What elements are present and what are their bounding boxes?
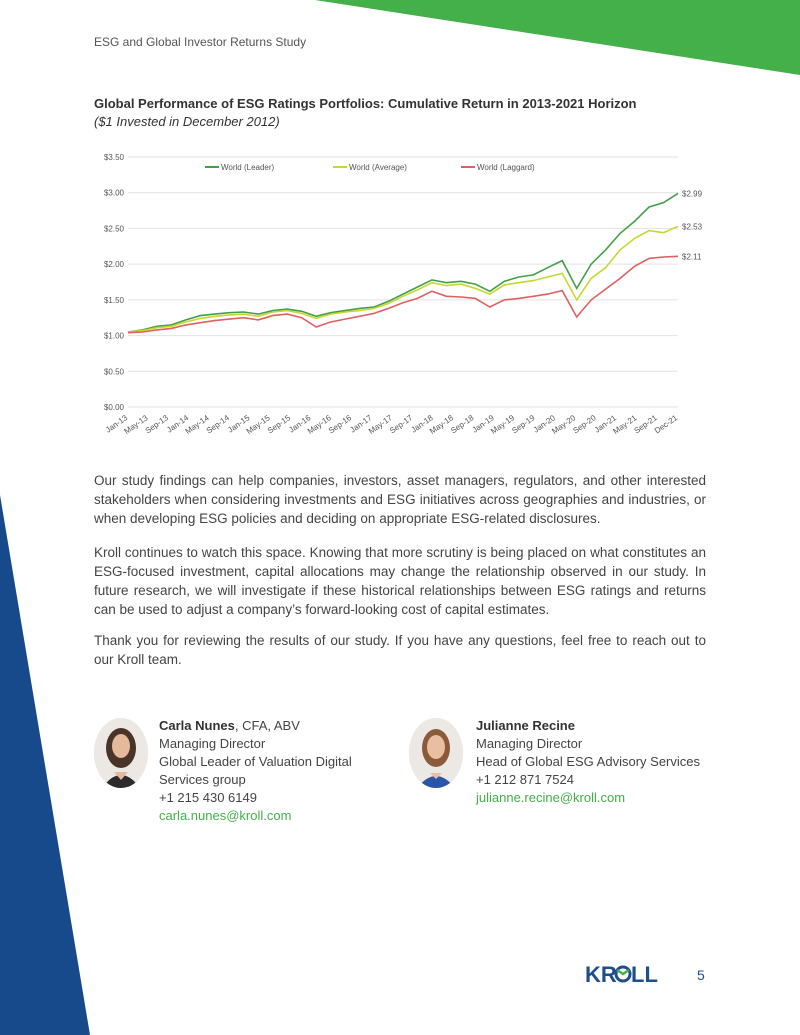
series-line xyxy=(128,193,678,332)
contact-name: Carla Nunes xyxy=(159,718,235,733)
contact-email-link[interactable]: carla.nunes@kroll.com xyxy=(159,808,292,823)
contact-phone: +1 215 430 6149 xyxy=(159,790,257,805)
portrait-icon xyxy=(409,718,463,788)
end-value-label: $2.53 xyxy=(682,222,703,232)
x-tick-label: Jan-19 xyxy=(470,413,496,435)
legend-label: World (Leader) xyxy=(221,163,275,172)
paragraph-thank-you: Thank you for reviewing the results of our study. If you have any questions, feel free to reach out to our Kroll team. xyxy=(94,633,706,667)
y-tick-label: $2.00 xyxy=(103,260,124,270)
chart-subtitle: ($1 Invested in December 2012) xyxy=(94,114,280,129)
x-tick-label: Sep-13 xyxy=(143,413,170,436)
contact-julianne-recine xyxy=(476,717,700,807)
y-tick-label: $3.50 xyxy=(103,153,124,162)
avatar-carla-nunes xyxy=(94,718,148,788)
cumulative-return-chart xyxy=(90,145,710,445)
x-tick-label: May-20 xyxy=(550,413,578,436)
x-tick-label: Dec-21 xyxy=(652,413,680,436)
x-tick-label: May-21 xyxy=(611,413,639,436)
x-tick-label: May-14 xyxy=(183,413,211,436)
x-tick-label: Sep-14 xyxy=(204,413,231,436)
contact-title: Managing Director xyxy=(159,736,266,751)
x-tick-label: Sep-18 xyxy=(449,413,476,436)
x-tick-label: Jan-15 xyxy=(226,413,252,435)
series-line xyxy=(128,226,678,332)
page-number: 5 xyxy=(697,967,705,983)
svg-text:KR: KR xyxy=(585,962,617,986)
portrait-icon xyxy=(94,718,148,788)
x-tick-label: Sep-15 xyxy=(265,413,293,436)
x-tick-label: May-18 xyxy=(428,413,456,436)
x-tick-label: Jan-13 xyxy=(103,413,130,435)
paragraph-findings: Our study findings can help companies, investors, asset managers, regulators, and other interested stakeholders when considering investments and ESG initiatives across geographies and industries, or when developing ESG policies and deciding on appropriate ESG-related disclosures. xyxy=(94,473,706,526)
document-header: ESG and Global Investor Returns Study xyxy=(94,35,307,49)
avatar-julianne-recine xyxy=(409,718,463,788)
contact-role: Head of Global ESG Advisory Services xyxy=(476,754,700,769)
x-tick-label: Jan-17 xyxy=(348,413,374,435)
x-tick-label: Sep-20 xyxy=(571,413,598,436)
contact-carla-nunes xyxy=(159,717,352,825)
legend-label: World (Average) xyxy=(349,163,407,172)
x-tick-label: Jan-21 xyxy=(592,413,619,435)
x-tick-label: May-16 xyxy=(305,413,333,436)
contact-name: Julianne Recine xyxy=(476,718,575,733)
x-tick-label: Jan-20 xyxy=(531,413,557,435)
y-tick-label: $3.00 xyxy=(103,188,124,198)
x-tick-label: Sep-16 xyxy=(326,413,354,436)
x-tick-label: Sep-17 xyxy=(388,413,415,436)
paragraph-kroll-watch: Kroll continues to watch this space. Knowing that more scrutiny is being placed on what constitutes an ESG-focused investment, capital allocations may change the relationship observed in our study. In future research, we will investigate if these historical relationships between ESG ratings and returns can be used to adjust a company’s forward-looking cost of capital estimates. xyxy=(94,545,706,617)
contact-role-cont: Services group xyxy=(159,772,246,787)
kroll-logo xyxy=(585,960,667,986)
y-tick-label: $1.00 xyxy=(103,331,124,341)
x-tick-label: Jan-18 xyxy=(409,413,435,435)
end-value-label: $2.11 xyxy=(682,252,702,262)
svg-text:LL: LL xyxy=(631,962,658,986)
contact-credentials: , CFA, ABV xyxy=(234,718,300,733)
x-tick-label: Jan-16 xyxy=(287,413,313,435)
contact-email-link[interactable]: julianne.recine@kroll.com xyxy=(476,790,626,805)
x-tick-label: May-19 xyxy=(489,413,517,436)
x-tick-label: May-15 xyxy=(244,413,272,436)
blue-side-shape xyxy=(0,495,90,1035)
y-tick-label: $0.50 xyxy=(103,367,124,377)
contact-phone: +1 212 871 7524 xyxy=(476,772,574,787)
end-value-label: $2.99 xyxy=(682,189,703,199)
x-tick-label: May-13 xyxy=(122,413,150,436)
chart-title: Global Performance of ESG Ratings Portfolios: Cumulative Return in 2013-2021 Horizon xyxy=(94,96,637,111)
green-corner-shape xyxy=(315,0,800,75)
y-tick-label: $0.00 xyxy=(103,403,124,412)
contact-role: Global Leader of Valuation Digital xyxy=(159,754,352,769)
x-tick-label: Sep-21 xyxy=(632,413,659,436)
y-tick-label: $1.50 xyxy=(103,295,124,305)
x-tick-label: Sep-19 xyxy=(510,413,537,436)
y-tick-label: $2.50 xyxy=(103,224,124,234)
x-tick-label: Jan-14 xyxy=(165,413,191,435)
contact-title: Managing Director xyxy=(476,736,583,751)
legend-label: World (Laggard) xyxy=(477,163,535,172)
x-tick-label: May-17 xyxy=(366,413,394,436)
